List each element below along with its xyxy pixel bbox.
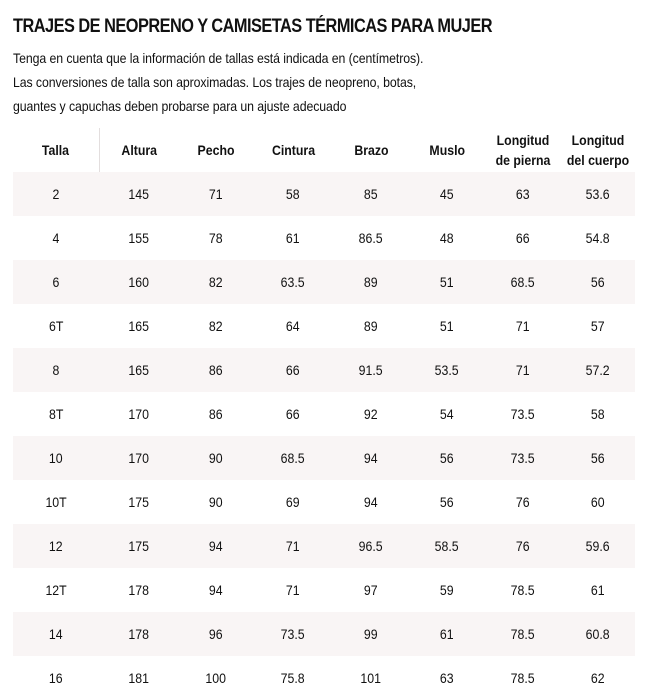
cell-brazo: 89 bbox=[333, 304, 409, 348]
cell-brazo: 101 bbox=[333, 656, 409, 700]
cell-pecho: 90 bbox=[179, 480, 253, 524]
cell-pecho: 86 bbox=[179, 348, 253, 392]
table-row bbox=[13, 480, 635, 524]
cell-muslo: 48 bbox=[409, 216, 485, 260]
cell-muslo: 53.5 bbox=[409, 348, 485, 392]
cell-muslo: 45 bbox=[409, 172, 485, 216]
cell-pecho: 78 bbox=[179, 216, 253, 260]
cell-longitud-cuerpo: 57 bbox=[561, 304, 635, 348]
table-row bbox=[13, 656, 635, 700]
cell-longitud-pierna: 78.5 bbox=[485, 656, 561, 700]
table-row bbox=[13, 436, 635, 480]
cell-muslo: 56 bbox=[409, 480, 485, 524]
header-altura: Altura bbox=[121, 142, 158, 158]
cell-altura: 178 bbox=[99, 612, 179, 656]
cell-altura: 170 bbox=[99, 392, 179, 436]
cell-pecho: 94 bbox=[179, 568, 253, 612]
cell-longitud-cuerpo: 56 bbox=[561, 436, 635, 480]
cell-pecho: 82 bbox=[179, 260, 253, 304]
table-row bbox=[13, 392, 635, 436]
cell-cintura: 71 bbox=[253, 524, 333, 568]
table-row bbox=[13, 260, 635, 304]
cell-altura: 160 bbox=[99, 260, 179, 304]
cell-talla: 16 bbox=[13, 656, 99, 700]
header-talla: Talla bbox=[13, 128, 99, 172]
cell-brazo: 94 bbox=[333, 480, 409, 524]
cell-muslo: 58.5 bbox=[409, 524, 485, 568]
cell-longitud-pierna: 71 bbox=[485, 304, 561, 348]
cell-longitud-pierna: 76 bbox=[485, 524, 561, 568]
cell-brazo: 94 bbox=[333, 436, 409, 480]
cell-altura: 165 bbox=[99, 304, 179, 348]
cell-altura: 165 bbox=[99, 348, 179, 392]
cell-longitud-cuerpo: 60.8 bbox=[561, 612, 635, 656]
header-longitud-pierna: Longitud de pierna bbox=[495, 132, 551, 168]
table-row bbox=[13, 524, 635, 568]
cell-longitud-cuerpo: 54.8 bbox=[561, 216, 635, 260]
table-row bbox=[13, 172, 635, 216]
cell-pecho: 100 bbox=[179, 656, 253, 700]
cell-longitud-pierna: 63 bbox=[485, 172, 561, 216]
cell-altura: 175 bbox=[99, 480, 179, 524]
cell-brazo: 91.5 bbox=[333, 348, 409, 392]
cell-pecho: 94 bbox=[179, 524, 253, 568]
cell-muslo: 51 bbox=[409, 304, 485, 348]
header-longitud-cuerpo: Longitud del cuerpo bbox=[566, 132, 630, 168]
cell-longitud-pierna: 68.5 bbox=[485, 260, 561, 304]
intro-text: Tenga en cuenta que la información de tallas está indicada en (centímetros). Las conversiones de talla son aproximadas. Los trajes de neopreno, botas, guantes y capuchas deben probarse para un ajuste adecuado bbox=[13, 50, 424, 114]
cell-talla: 6 bbox=[13, 260, 99, 304]
table-header-row bbox=[13, 128, 635, 172]
cell-pecho: 82 bbox=[179, 304, 253, 348]
cell-altura: 181 bbox=[99, 656, 179, 700]
cell-altura: 170 bbox=[99, 436, 179, 480]
table-row bbox=[13, 612, 635, 656]
cell-cintura: 63.5 bbox=[253, 260, 333, 304]
cell-talla: 12T bbox=[13, 568, 99, 612]
cell-talla: 8 bbox=[13, 348, 99, 392]
cell-longitud-pierna: 78.5 bbox=[485, 568, 561, 612]
cell-cintura: 71 bbox=[253, 568, 333, 612]
cell-brazo: 99 bbox=[333, 612, 409, 656]
cell-longitud-cuerpo: 62 bbox=[561, 656, 635, 700]
cell-longitud-cuerpo: 59.6 bbox=[561, 524, 635, 568]
table-row bbox=[13, 348, 635, 392]
cell-longitud-cuerpo: 58 bbox=[561, 392, 635, 436]
size-guide bbox=[13, 14, 637, 686]
cell-muslo: 51 bbox=[409, 260, 485, 304]
cell-longitud-pierna: 66 bbox=[485, 216, 561, 260]
cell-cintura: 66 bbox=[253, 348, 333, 392]
cell-brazo: 86.5 bbox=[333, 216, 409, 260]
cell-pecho: 86 bbox=[179, 392, 253, 436]
header-pecho: Pecho bbox=[197, 142, 235, 158]
cell-talla: 14 bbox=[13, 612, 99, 656]
cell-brazo: 97 bbox=[333, 568, 409, 612]
cell-altura: 155 bbox=[99, 216, 179, 260]
cell-muslo: 63 bbox=[409, 656, 485, 700]
cell-cintura: 64 bbox=[253, 304, 333, 348]
cell-longitud-cuerpo: 60 bbox=[561, 480, 635, 524]
table-row bbox=[13, 304, 635, 348]
cell-cintura: 69 bbox=[253, 480, 333, 524]
cell-altura: 178 bbox=[99, 568, 179, 612]
table-row bbox=[13, 568, 635, 612]
table-row bbox=[13, 216, 635, 260]
cell-muslo: 54 bbox=[409, 392, 485, 436]
cell-muslo: 59 bbox=[409, 568, 485, 612]
cell-cintura: 66 bbox=[253, 392, 333, 436]
cell-cintura: 61 bbox=[253, 216, 333, 260]
cell-talla: 4 bbox=[13, 216, 99, 260]
cell-altura: 175 bbox=[99, 524, 179, 568]
cell-longitud-cuerpo: 57.2 bbox=[561, 348, 635, 392]
cell-brazo: 89 bbox=[333, 260, 409, 304]
cell-longitud-pierna: 73.5 bbox=[485, 436, 561, 480]
cell-talla: 8T bbox=[13, 392, 99, 436]
cell-talla: 10T bbox=[13, 480, 99, 524]
cell-cintura: 58 bbox=[253, 172, 333, 216]
cell-pecho: 90 bbox=[179, 436, 253, 480]
cell-brazo: 96.5 bbox=[333, 524, 409, 568]
cell-longitud-pierna: 71 bbox=[485, 348, 561, 392]
cell-longitud-pierna: 76 bbox=[485, 480, 561, 524]
cell-cintura: 68.5 bbox=[253, 436, 333, 480]
cell-talla: 10 bbox=[13, 436, 99, 480]
header-muslo: Muslo bbox=[429, 142, 465, 158]
cell-longitud-cuerpo: 53.6 bbox=[561, 172, 635, 216]
cell-brazo: 92 bbox=[333, 392, 409, 436]
cell-longitud-pierna: 78.5 bbox=[485, 612, 561, 656]
cell-cintura: 73.5 bbox=[253, 612, 333, 656]
table-body bbox=[13, 172, 635, 700]
size-table bbox=[13, 128, 635, 700]
cell-muslo: 61 bbox=[409, 612, 485, 656]
cell-brazo: 85 bbox=[333, 172, 409, 216]
cell-pecho: 96 bbox=[179, 612, 253, 656]
cell-longitud-pierna: 73.5 bbox=[485, 392, 561, 436]
cell-longitud-cuerpo: 61 bbox=[561, 568, 635, 612]
header-brazo: Brazo bbox=[353, 142, 389, 158]
cell-talla: 6T bbox=[13, 304, 99, 348]
cell-pecho: 71 bbox=[179, 172, 253, 216]
cell-talla: 2 bbox=[13, 172, 99, 216]
cell-cintura: 75.8 bbox=[253, 656, 333, 700]
page-title: TRAJES DE NEOPRENO Y CAMISETAS TÉRMICAS PARA MUJER bbox=[13, 16, 492, 37]
cell-muslo: 56 bbox=[409, 436, 485, 480]
cell-altura: 145 bbox=[99, 172, 179, 216]
cell-longitud-cuerpo: 56 bbox=[561, 260, 635, 304]
header-cintura: Cintura bbox=[271, 142, 315, 158]
cell-talla: 12 bbox=[13, 524, 99, 568]
